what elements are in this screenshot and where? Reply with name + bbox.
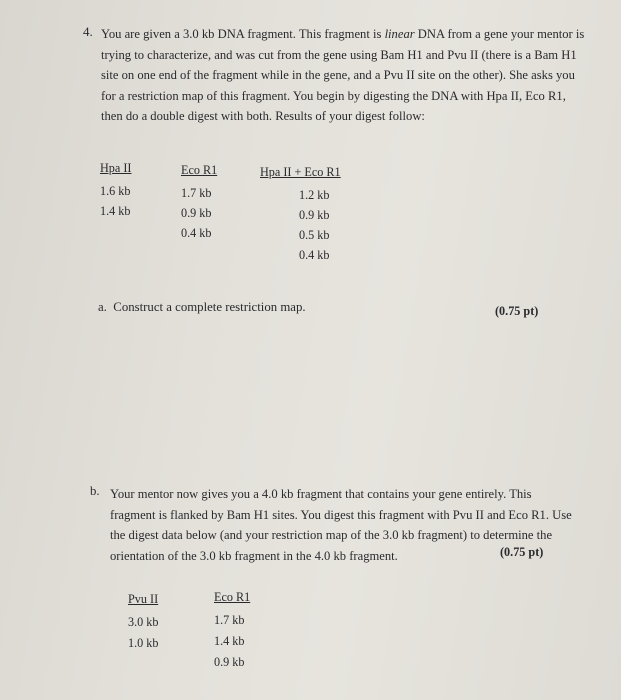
part-a-points: (0.75 pt) bbox=[495, 304, 539, 318]
band-size: 0.9 kb bbox=[214, 655, 245, 669]
intro-line: trying to characterize, and was cut from the gene using Bam H1 and Pvu II (there is a Bam H1 bbox=[101, 47, 577, 62]
digest-column-double bbox=[260, 165, 341, 265]
part-b-line: fragment is flanked by Bam H1 sites. You digest this fragment with Pvu II and Eco R1. Use bbox=[110, 507, 572, 522]
band-size: 1.0 kb bbox=[128, 636, 159, 650]
part-b-line: orientation of the 3.0 kb fragment in the 4.0 kb fragment. bbox=[110, 548, 398, 563]
part-b-label: b. bbox=[90, 484, 100, 498]
digest-column-eco-r1-b bbox=[214, 590, 250, 673]
intro-line: for a restriction map of this fragment. You begin by digesting the DNA with Hpa II, Eco R1, bbox=[101, 88, 566, 103]
part-b-points: (0.75 pt) bbox=[500, 545, 544, 559]
part-a-label: a. bbox=[98, 300, 107, 314]
band-size: 0.4 kb bbox=[181, 226, 212, 240]
intro-line: then do a double digest with both. Results of your digest follow: bbox=[101, 109, 425, 123]
digest-column-pvu-ii bbox=[128, 592, 158, 654]
band-size: 1.4 kb bbox=[214, 634, 245, 648]
column-header: Eco R1 bbox=[214, 590, 251, 604]
band-size: 1.7 kb bbox=[181, 186, 212, 200]
band-size: 0.5 kb bbox=[299, 228, 330, 242]
part-a-text: Construct a complete restriction map. bbox=[113, 300, 306, 314]
column-header: Hpa II bbox=[100, 161, 132, 175]
band-size: 1.4 kb bbox=[100, 204, 131, 218]
band-size: 1.2 kb bbox=[299, 188, 330, 202]
column-header: Eco R1 bbox=[181, 163, 218, 177]
band-size: 3.0 kb bbox=[128, 615, 159, 629]
digest-column-eco-r1 bbox=[181, 163, 217, 243]
column-header: Pvu II bbox=[128, 592, 159, 606]
band-size: 1.6 kb bbox=[100, 184, 131, 198]
question-intro bbox=[101, 24, 585, 127]
emphasis-linear: linear bbox=[384, 27, 415, 41]
digest-column-hpa-ii bbox=[100, 161, 131, 221]
band-size: 0.4 kb bbox=[299, 248, 330, 262]
question-number: 4. bbox=[83, 24, 93, 39]
band-size: 1.7 kb bbox=[214, 613, 245, 627]
part-b-line: Your mentor now gives you a 4.0 kb fragment that contains your gene entirely. This bbox=[110, 487, 532, 501]
column-header: Hpa II + Eco R1 bbox=[260, 165, 341, 179]
part-a-prompt bbox=[98, 300, 306, 315]
band-size: 0.9 kb bbox=[181, 206, 212, 220]
intro-line: site on one end of the fragment while in the gene, and a Pvu II site on the other). She asks you bbox=[101, 68, 575, 82]
intro-line: You are given a 3.0 kb DNA fragment. This fragment is linear DNA from a gene your mentor is bbox=[101, 27, 585, 41]
part-b-line: the digest data below (and your restriction map of the 3.0 kb fragment) to determine the bbox=[110, 528, 553, 542]
band-size: 0.9 kb bbox=[299, 208, 330, 222]
